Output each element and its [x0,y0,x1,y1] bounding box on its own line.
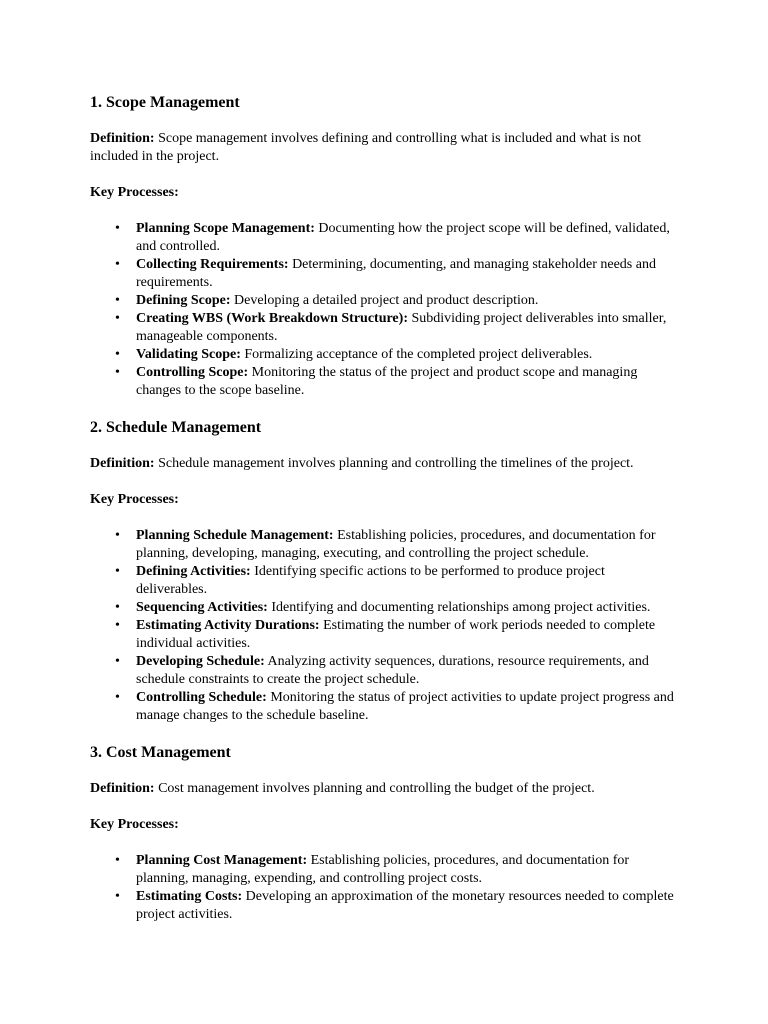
bullet-icon: • [115,365,120,380]
list-item [115,653,678,689]
process-term: Controlling Schedule: [136,690,267,705]
bullet-icon: • [115,528,120,543]
bullet-icon: • [115,600,120,615]
process-term: Creating WBS (Work Breakdown Structure): [136,311,408,326]
list-item [115,617,678,653]
section-title: 1. Scope Management [90,94,240,111]
definition-text: Schedule management involves planning and controlling the timelines of the project. [158,456,634,471]
process-desc: Formalizing acceptance of the completed project deliverables. [244,347,593,362]
process-desc: Determining, documenting, and managing stakeholder needs and requirements. [136,257,656,290]
process-term: Collecting Requirements: [136,257,289,272]
definition-text: Scope management involves defining and controlling what is included and what is not included in the project. [90,131,641,164]
list-item [115,256,678,292]
bullet-icon: • [115,618,120,633]
process-term: Defining Activities: [136,564,251,579]
process-desc: Identifying and documenting relationships among project activities. [271,600,651,615]
section-title: 2. Schedule Management [90,419,262,436]
process-term: Estimating Costs: [136,889,243,904]
process-term: Controlling Scope: [136,365,249,380]
process-list [90,527,678,725]
list-item [115,346,678,364]
list-item [115,310,678,346]
process-desc: Monitoring the status of project activities to update project progress and manage changes to the schedule baseline. [136,690,674,723]
process-term: Defining Scope: [136,293,231,308]
process-term: Planning Cost Management: [136,853,308,868]
process-term: Estimating Activity Durations: [136,618,320,633]
process-desc: Estimating the number of work periods needed to complete individual activities. [136,618,656,651]
bullet-icon: • [115,221,120,236]
list-item [115,852,678,888]
bullet-icon: • [115,654,120,669]
bullet-icon: • [115,257,120,272]
definition-paragraph [90,780,678,798]
list-item [115,220,678,256]
list-item [115,364,678,400]
process-desc: Establishing policies, procedures, and documentation for planning, managing, expending, and controlling project costs. [136,853,630,886]
process-term: Sequencing Activities: [136,600,268,615]
process-term: Planning Scope Management: [136,221,315,236]
bullet-icon: • [115,311,120,326]
list-item [115,527,678,563]
definition-label: Definition: [90,781,155,796]
bullet-icon: • [115,293,120,308]
bullet-icon: • [115,853,120,868]
key-processes-label: Key Processes: [90,492,179,507]
key-processes-label: Key Processes: [90,817,179,832]
process-list [90,852,678,924]
process-desc: Monitoring the status of the project and product scope and managing changes to the scope baseline. [136,365,638,398]
definition-paragraph [90,455,678,473]
process-desc: Analyzing activity sequences, durations, resource requirements, and schedule constraints to create the project schedule. [136,654,649,687]
process-term: Validating Scope: [136,347,241,362]
definition-label: Definition: [90,456,155,471]
list-item [115,689,678,725]
section-scope-management [90,93,678,400]
definition-paragraph [90,130,678,166]
definition-label: Definition: [90,131,155,146]
definition-text: Cost management involves planning and controlling the budget of the project. [158,781,595,796]
list-item [115,563,678,599]
list-item [115,292,678,310]
process-desc: Identifying specific actions to be performed to produce project deliverables. [136,564,605,597]
bullet-icon: • [115,564,120,579]
bullet-icon: • [115,347,120,362]
process-desc: Developing a detailed project and product description. [234,293,539,308]
process-term: Planning Schedule Management: [136,528,334,543]
process-term: Developing Schedule: [136,654,265,669]
section-title: 3. Cost Management [90,744,231,761]
list-item [115,599,678,617]
section-cost-management [90,743,678,924]
process-desc: Documenting how the project scope will be defined, validated, and controlled. [136,221,670,254]
bullet-icon: • [115,690,120,705]
bullet-icon: • [115,889,120,904]
process-desc: Establishing policies, procedures, and documentation for planning, developing, managing, executing, and controlling the project schedule. [136,528,656,561]
list-item [115,888,678,924]
process-desc: Subdividing project deliverables into smaller, manageable components. [136,311,667,344]
process-list [90,220,678,400]
key-processes-label: Key Processes: [90,185,179,200]
process-desc: Developing an approximation of the monetary resources needed to complete project activities. [136,889,674,922]
section-schedule-management [90,418,678,725]
